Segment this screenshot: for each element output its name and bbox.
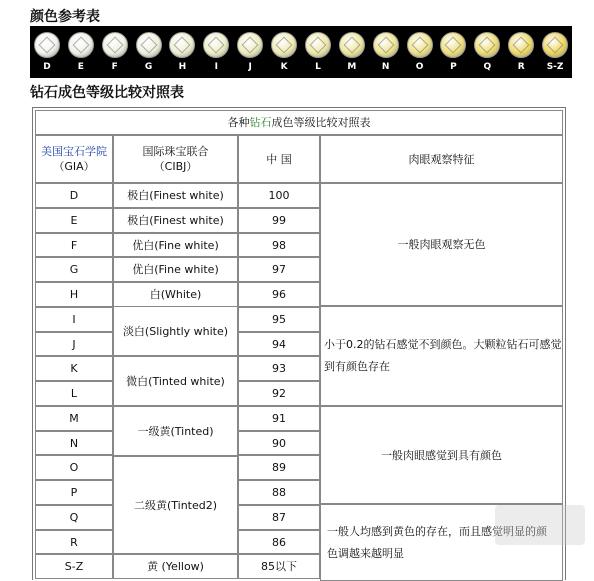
feature-slight-color: 小于0.2的钻石感觉不到颜色。大颗粒钻石可感觉到有颜色存在 [320,306,563,406]
cibj-tinted: 一级黄(Tinted) [113,406,238,456]
gem-icon [102,32,128,58]
gem-grade-label: K [280,62,288,72]
china-grade-cell: 90 [238,431,320,455]
grade-comparison-heading: 钻石成色等级比较对照表 [30,85,184,101]
cibj-grade-cell: 极白(Finest white) [113,183,238,208]
gia-grade-cell: G [35,257,113,282]
gia-grade-cell: E [35,208,113,233]
china-grade-cell: 86 [238,530,320,554]
table-caption: 各种 钻石 成色等级比较对照表 [35,110,563,135]
gia-grade-cell: I [35,307,113,332]
china-grade-cell: 97 [238,257,320,282]
gem-icon [474,32,500,58]
gia-grade-cell: R [35,530,113,554]
header-china: 中 国 [238,135,320,183]
gem-icon [169,32,195,58]
gia-grade-cell: M [35,406,113,431]
gia-grade-cell: D [35,183,113,208]
china-grade-cell: 98 [238,233,320,257]
header-gia: 美国宝石学院 （GIA） [35,135,113,183]
gem-icon [407,32,433,58]
cibj-tinted2: 二级黄(Tinted2) [113,456,238,554]
gem-icon [271,32,297,58]
gem-icon [542,32,568,58]
gia-grade-cell: H [35,282,113,307]
gia-grade-cell: N [35,431,113,455]
cibj-grade-cell: 优白(Fine white) [113,233,238,257]
china-grade-cell: 96 [238,282,320,307]
gem-grade-label: D [43,62,51,72]
china-grade-cell: 89 [238,455,320,480]
china-grade-cell: 85以下 [238,554,320,579]
cibj-grade-cell: 白(White) [113,282,238,307]
gem-icon [339,32,365,58]
gia-grade-cell: Q [35,505,113,530]
gem-grade-label: G [144,62,153,72]
gia-grade-cell: O [35,455,113,480]
gem-icon [508,32,534,58]
gia-grade-cell: S-Z [35,554,113,579]
feature-colorless: 一般肉眼观察无色 [320,183,563,306]
cibj-slightly-white: 淡白(Slightly white) [113,306,238,356]
header-cibj: 国际珠宝联合 （CIBJ） [113,135,238,183]
gia-grade-cell: J [35,332,113,356]
gem-icon [440,32,466,58]
gem-icon [305,32,331,58]
gem-icon [136,32,162,58]
gem-icon [373,32,399,58]
gem-icon [34,32,60,58]
gem-grade-label: R [517,62,525,72]
gem-icon [237,32,263,58]
china-grade-cell: 95 [238,307,320,332]
gem-grade-label: P [450,62,457,72]
gem-grade-label: I [214,62,218,72]
feature-visible-color: 一般肉眼感觉到具有颜色 [320,406,563,504]
china-grade-cell: 88 [238,480,320,505]
gem-grade-label: E [77,62,84,72]
china-grade-cell: 94 [238,332,320,356]
china-grade-cell: 92 [238,381,320,406]
cibj-grade-cell: 优白(Fine white) [113,257,238,282]
gem-grade-label: M [347,62,357,72]
gem-grade-label: F [111,62,118,72]
china-grade-cell: 91 [238,406,320,431]
gia-grade-cell: L [35,381,113,406]
gia-grade-cell: F [35,233,113,257]
gem-grade-label: N [381,62,390,72]
header-feature: 肉眼观察特征 [320,135,563,183]
watermark-overlay [495,505,585,545]
gem-icon [68,32,94,58]
china-grade-cell: 99 [238,208,320,233]
gem-grade-label: J [248,62,252,72]
gem-icon [203,32,229,58]
china-grade-cell: 93 [238,356,320,381]
color-grade-strip [30,26,572,78]
cibj-grade-cell: 极白(Finest white) [113,208,238,233]
china-grade-cell: 100 [238,183,320,208]
grade-comparison-table [32,107,566,580]
china-grade-cell: 87 [238,505,320,530]
cibj-yellow: 黄 (Yellow) [113,554,238,579]
color-reference-heading: 颜色参考表 [30,9,100,25]
gia-grade-cell: P [35,480,113,505]
gem-grade-label: Q [483,62,492,72]
feature-yellow-text: 一般人均感到黄色的存在，而且感觉明显的颜色调越来越明显 [327,524,547,560]
gia-grade-cell: K [35,356,113,381]
gem-grade-label: L [315,62,321,72]
gem-grade-label: H [178,62,187,72]
gem-grade-label: S-Z [546,62,564,72]
gem-grade-label: O [415,62,424,72]
cibj-tinted-white: 微白(Tinted white) [113,356,238,406]
